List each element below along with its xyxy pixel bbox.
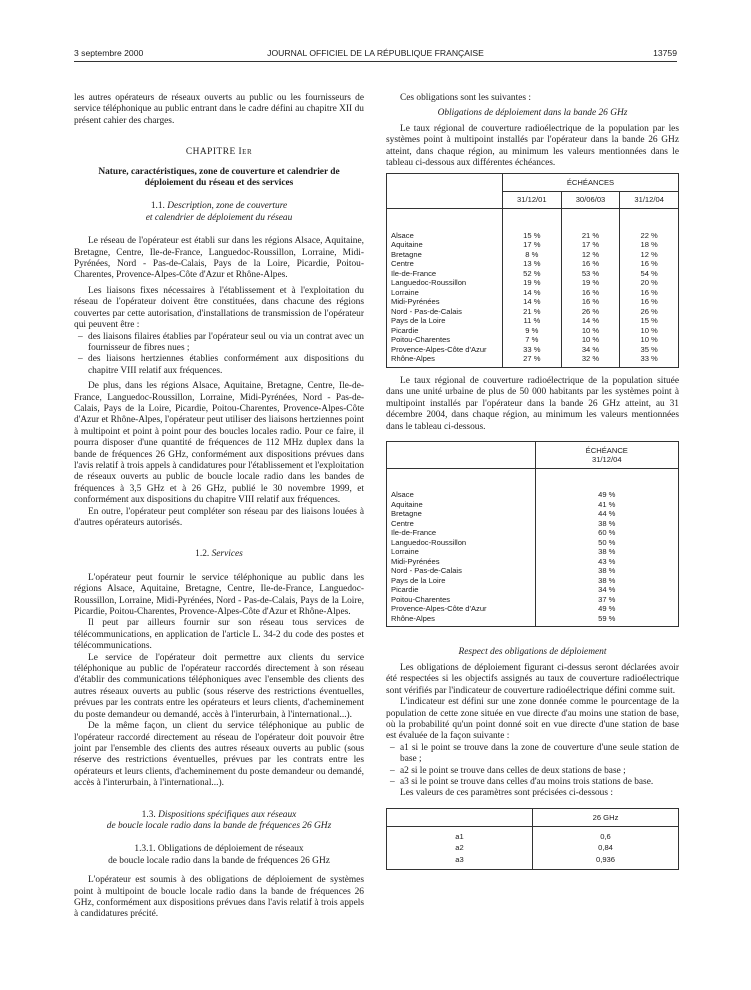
coverage-table-regional-body: [387, 209, 679, 368]
table-row: [387, 854, 679, 866]
subheading-obligations: Obligations de déploiement dans la bande 26 GHz: [437, 108, 628, 119]
intro-paragraph: les autres opérateurs de réseaux ouverts au public ou les fournisseurs de service téléphonique au public entrant dans le cadre défini au chapitre XII du présent cahier des charges.: [74, 93, 364, 126]
table-col-header: 31/12/04: [620, 191, 679, 209]
region-cell: Aquitaine: [387, 240, 503, 250]
value-cell: 10 %: [620, 326, 679, 336]
dash-item: – a3 si le point se trouve dans celles d'au moins trois stations de base.: [386, 777, 679, 788]
value-cell: 17 %: [561, 240, 620, 250]
parameter-cell: a2: [387, 842, 533, 854]
value-cell: 33 %: [620, 354, 679, 367]
region-cell: Nord - Pas-de-Calais: [387, 566, 536, 576]
dash-item: – des liaisons hertziennes établies conformément aux dispositions du chapitre VIII relatif aux fréquences.: [74, 354, 364, 377]
value-cell: 22 %: [620, 231, 679, 241]
section-title: Services: [211, 549, 243, 560]
paragraph: L'opérateur est soumis à des obligations de déploiement de systèmes point à multipoint de boucle locale radio dans la bande de fréquences 26 GHz, conformément aux dispositions prévues dans l'avis relatif à trois appels à candidatures précité.: [74, 875, 364, 920]
value-cell: 20 %: [620, 278, 679, 288]
table-row: [387, 585, 679, 595]
table-row: [387, 547, 679, 557]
value-cell: 11 %: [503, 316, 562, 326]
value-cell: 9 %: [503, 326, 562, 336]
value-cell: 52 %: [503, 269, 562, 279]
region-cell: Ile-de-France: [387, 528, 536, 538]
table-row: [387, 842, 679, 854]
value-cell: 13 %: [503, 259, 562, 269]
header-journal-title: JOURNAL OFFICIEL DE LA RÉPUBLIQUE FRANÇAISE: [267, 48, 484, 58]
table-corner: [387, 441, 536, 468]
dash-item: – des liaisons filaires établies par l'opérateur seul ou via un contrat avec un fournisseur de fibres nues ;: [74, 332, 364, 355]
table-col-header: 31/12/01: [503, 191, 562, 209]
paragraph: Les liaisons fixes nécessaires à l'établissement et à l'exploitation du réseau de l'opérateur doivent être constituées, dans chacune des régions couvertes par cette autorisation, d'installations de transmission de l'opérateur qui peuvent être :: [74, 285, 364, 331]
table-header-label: ÉCHÉANCE: [585, 445, 628, 455]
value-cell: 21 %: [561, 231, 620, 241]
header-page-number: 13759: [653, 48, 677, 58]
region-cell: Midi-Pyrénées: [387, 557, 536, 567]
paragraph: L'indicateur est défini sur une zone donnée comme le pourcentage de la population de cette zone située en vue directe d'au moins une station de base, où la probabilité qu'un point donné soit en vue directe d'une station de base est évaluée de la façon suivante :: [386, 697, 679, 742]
header-date: 3 septembre 2000: [74, 48, 144, 58]
value-cell: 19 %: [561, 278, 620, 288]
section-1-2-heading: [74, 549, 364, 560]
region-cell: Pays de la Loire: [387, 576, 536, 586]
value-cell: 38 %: [535, 547, 678, 557]
value-cell: 16 %: [620, 259, 679, 269]
parameters-table: [386, 808, 679, 870]
section-title: Description, zone de couverture: [167, 201, 288, 212]
chapter-label: CHAPITRE Ier: [185, 147, 253, 158]
region-cell: Pays de la Loire: [387, 316, 503, 326]
table-row: [387, 240, 679, 250]
table-row: [387, 614, 679, 627]
table-header-frequency: 26 GHz: [533, 808, 679, 827]
table-row: [387, 490, 679, 500]
table-header-echeances: ÉCHÉANCES: [503, 174, 679, 192]
paragraph: De plus, dans les régions Alsace, Aquitaine, Bretagne, Centre, Ile-de-France, Languedoc-Roussillon, Lorraine, Midi-Pyrénées, Nord - Pas-de-Calais, Pays de la Loire, Picardie, Poitou-Charentes, Provence-Alpes-Côte d'Azur et Rhône-Alpes, l'opérateur peut utiliser des liaisons hertziennes point à multipoint et point à point pour des boucles locales radio. Pour ce faire, il pourra disposer d'une quantité de fréquences de 112 MHz duplex dans la bande de fréquences 26 GHz, conformément aux dispositions prévues dans l'avis relatif à trois appels à candidatures pour l'établissement et l'exploitation de réseaux ouverts au public de boucle locale radio dans les bandes de fréquences à 3,5 GHz et à 26 GHz, publié le 30 novembre 1999, et conformément aux dispositions du chapitre VIII relatif aux fréquences.: [74, 381, 364, 506]
table-corner: [387, 174, 503, 209]
parameters-table-body: [387, 827, 679, 870]
table-row: [387, 297, 679, 307]
region-cell: Picardie: [387, 585, 536, 595]
table-row: [387, 604, 679, 614]
table-row: [387, 288, 679, 298]
value-cell: 17 %: [503, 240, 562, 250]
paragraph: Ces obligations sont les suivantes :: [400, 93, 531, 103]
table-row: [387, 345, 679, 355]
value-cell: 27 %: [503, 354, 562, 367]
region-cell: Lorraine: [387, 288, 503, 298]
table-row: [387, 326, 679, 336]
paragraph: L'opérateur peut fournir le service téléphonique au public dans les régions Alsace, Aquitaine, Bretagne, Centre, Ile-de-France, Languedoc-Roussillon, Lorraine, Midi-Pyrénées, Nord - Pas-de-Calais, Pays de la Loire, Picardie, Poitou-Charentes, Provence-Alpes-Côte d'Azur et Rhône-Alpes.: [74, 572, 364, 618]
table-row: [387, 500, 679, 510]
table-padding-row: [387, 865, 679, 869]
region-cell: Picardie: [387, 326, 503, 336]
parameter-cell: a3: [387, 854, 533, 866]
region-cell: Rhône-Alpes: [387, 354, 503, 367]
value-cell: 38 %: [535, 566, 678, 576]
paragraph: Il peut par ailleurs fournir sur son réseau tous services de télécommunications, en application de l'article L. 34-2 du code des postes et télécommunications.: [74, 618, 364, 652]
value-cell: 60 %: [535, 528, 678, 538]
section-number: 1.1.: [150, 201, 165, 212]
dash-item: – a2 si le point se trouve dans celles de deux stations de base ;: [386, 766, 679, 777]
page-header: [74, 48, 677, 62]
table-row: [387, 509, 679, 519]
value-cell: 50 %: [535, 538, 678, 548]
region-cell: Languedoc-Roussillon: [387, 538, 536, 548]
dash-item: – a1 si le point se trouve dans la zone de couverture d'une seule station de base ;: [386, 743, 679, 766]
value-cell: 34 %: [535, 585, 678, 595]
value-cell: 10 %: [620, 335, 679, 345]
region-cell: Bretagne: [387, 250, 503, 260]
region-cell: Bretagne: [387, 509, 536, 519]
value-cell: 35 %: [620, 345, 679, 355]
value-cell: 0,84: [533, 842, 679, 854]
section-1-3-1-heading: 1.3.1. Obligations de déploiement de réseaux: [134, 844, 304, 855]
value-cell: 43 %: [535, 557, 678, 567]
table-row: [387, 595, 679, 605]
value-cell: 0,936: [533, 854, 679, 866]
section-number: 1.2.: [195, 549, 210, 560]
value-cell: 14 %: [561, 316, 620, 326]
value-cell: 54 %: [620, 269, 679, 279]
value-cell: 16 %: [620, 288, 679, 298]
table-header-date: 31/12/04: [591, 455, 622, 465]
value-cell: 26 %: [561, 307, 620, 317]
value-cell: 12 %: [561, 250, 620, 260]
table-row: [387, 307, 679, 317]
value-cell: 41 %: [535, 500, 678, 510]
value-cell: 19 %: [503, 278, 562, 288]
region-cell: Ile-de-France: [387, 269, 503, 279]
paragraph: De la même façon, un client du service téléphonique au public de l'opérateur raccordé directement au réseau de l'opérateur doit pouvoir être joint par l'ensemble des clients des autres réseaux ouverts au public (sous réserve des restrictions éventuelles, prévues par les contrats entre les opérateurs et leurs clients, d'acheminement du poste demandeur ou demandé, accès à l'interurbain, à l'international...).: [74, 721, 364, 789]
value-cell: 32 %: [561, 354, 620, 367]
value-cell: 10 %: [561, 326, 620, 336]
paragraph: Le taux régional de couverture radioélectrique de la population située dans une unité urbaine de plus de 50 000 habitants par les systèmes point à multipoint installés par l'opérateur dans la bande 26 GHz atteint, au 31 décembre 2004, dans chaque région, au minimum les valeurs mentionnées dans le tableau ci-dessous.: [386, 375, 679, 432]
value-cell: 0,6: [533, 831, 679, 843]
table-row: [387, 269, 679, 279]
value-cell: 10 %: [561, 335, 620, 345]
value-cell: 12 %: [620, 250, 679, 260]
region-cell: Centre: [387, 519, 536, 529]
section-1-1-subtitle: et calendrier de déploiement du réseau: [145, 212, 293, 223]
table-row: [387, 528, 679, 538]
value-cell: 53 %: [561, 269, 620, 279]
value-cell: 38 %: [535, 519, 678, 529]
value-cell: 21 %: [503, 307, 562, 317]
table-row: [387, 538, 679, 548]
coverage-table-urban-body: [387, 468, 679, 627]
region-cell: Rhône-Alpes: [387, 614, 536, 627]
subheading-respect: Respect des obligations de déploiement: [458, 647, 607, 658]
section-1-3-heading: [74, 810, 364, 821]
value-cell: 38 %: [535, 576, 678, 586]
paragraph: Les valeurs de ces paramètres sont précisées ci-dessous :: [400, 788, 613, 799]
value-cell: 16 %: [561, 259, 620, 269]
left-column: [74, 93, 364, 921]
region-cell: Alsace: [387, 231, 503, 241]
value-cell: 7 %: [503, 335, 562, 345]
paragraph: Les obligations de déploiement figurant ci-dessus seront déclarées avoir été respectées si les objectifs assignés au taux de couverture radioélectrique sont vérifiés par l'indicateur de couverture radioélectrique défini comme suit.: [386, 662, 679, 696]
paragraph: Le taux régional de couverture radioélectrique de la population par les systèmes point à multipoint installés par l'opérateur dans la bande 26 GHz atteint, dans chaque région, au minimum les valeurs mentionnées dans le tableau ci-dessous aux différentes échéances.: [386, 123, 679, 169]
section-1-3-1-subtitle: de boucle locale radio dans la bande de fréquences 26 GHz: [108, 855, 330, 866]
value-cell: 8 %: [503, 250, 562, 260]
region-cell: Alsace: [387, 490, 536, 500]
region-cell: Lorraine: [387, 547, 536, 557]
table-row: [387, 231, 679, 241]
table-row: [387, 566, 679, 576]
paragraph: Le réseau de l'opérateur est établi sur dans les régions Alsace, Aquitaine, Bretagne, Centre, Ile-de-France, Languedoc-Roussillon, Lorraine, Midi-Pyrénées, Nord - Pas-de-Calais, Pays de la Loire, Picardie, Poitou-Charentes, Provence-Alpes-Côte d'Azur et Rhône-Alpes.: [74, 236, 364, 281]
coverage-table-urban: [386, 441, 679, 628]
region-cell: Poitou-Charentes: [387, 335, 503, 345]
table-row: [387, 576, 679, 586]
region-cell: Aquitaine: [387, 500, 536, 510]
value-cell: 18 %: [620, 240, 679, 250]
table-row: [387, 354, 679, 367]
value-cell: 26 %: [620, 307, 679, 317]
value-cell: 49 %: [535, 490, 678, 500]
table-row: [387, 250, 679, 260]
table-row: [387, 557, 679, 567]
value-cell: 37 %: [535, 595, 678, 605]
section-1-1-heading: [74, 201, 364, 212]
region-cell: Midi-Pyrénées: [387, 297, 503, 307]
value-cell: 59 %: [535, 614, 678, 627]
region-cell: Nord - Pas-de-Calais: [387, 307, 503, 317]
right-column: [386, 93, 679, 870]
value-cell: 49 %: [535, 604, 678, 614]
table-corner: [387, 808, 533, 827]
region-cell: Provence-Alpes-Côte d'Azur: [387, 604, 536, 614]
region-cell: Poitou-Charentes: [387, 595, 536, 605]
table-header-echeance: [535, 441, 678, 468]
value-cell: 44 %: [535, 509, 678, 519]
value-cell: 34 %: [561, 345, 620, 355]
table-row: [387, 316, 679, 326]
paragraph: Le service de l'opérateur doit permettre aux clients du service téléphonique au public de l'opérateur raccordés directement à son réseau d'établir des communications téléphoniques avec l'ensemble des clients des autres réseaux ouverts au public (sous réserve des restrictions éventuelles, prévues par les contrats entre les opérateurs et leurs clients, d'acheminement du poste demandeur ou demandé, accès à l'interurbain, à l'international...).: [74, 652, 364, 720]
section-number: 1.3.: [141, 809, 156, 820]
section-1-3-subtitle: de boucle locale radio dans la bande de fréquences 26 GHz: [106, 820, 332, 831]
paragraph: En outre, l'opérateur peut compléter son réseau par des liaisons louées à d'autres opérateurs autorisés.: [74, 506, 364, 528]
table-row: [387, 831, 679, 843]
table-row: [387, 278, 679, 288]
value-cell: 14 %: [503, 288, 562, 298]
table-row: [387, 259, 679, 269]
table-row: [387, 335, 679, 345]
value-cell: 16 %: [620, 297, 679, 307]
value-cell: 33 %: [503, 345, 562, 355]
table-row: [387, 519, 679, 529]
region-cell: Languedoc-Roussillon: [387, 278, 503, 288]
coverage-table-regional: [386, 173, 679, 368]
section-title: Dispositions spécifiques aux réseaux: [158, 809, 297, 820]
value-cell: 16 %: [561, 288, 620, 298]
value-cell: 15 %: [503, 231, 562, 241]
value-cell: 14 %: [503, 297, 562, 307]
chapter-title: Nature, caractéristiques, zone de couverture et calendrier de déploiement du réseau et des services: [98, 166, 340, 189]
region-cell: Provence-Alpes-Côte d'Azur: [387, 345, 503, 355]
value-cell: 16 %: [561, 297, 620, 307]
table-col-header: 30/06/03: [561, 191, 620, 209]
parameter-cell: a1: [387, 831, 533, 843]
region-cell: Centre: [387, 259, 503, 269]
value-cell: 15 %: [620, 316, 679, 326]
